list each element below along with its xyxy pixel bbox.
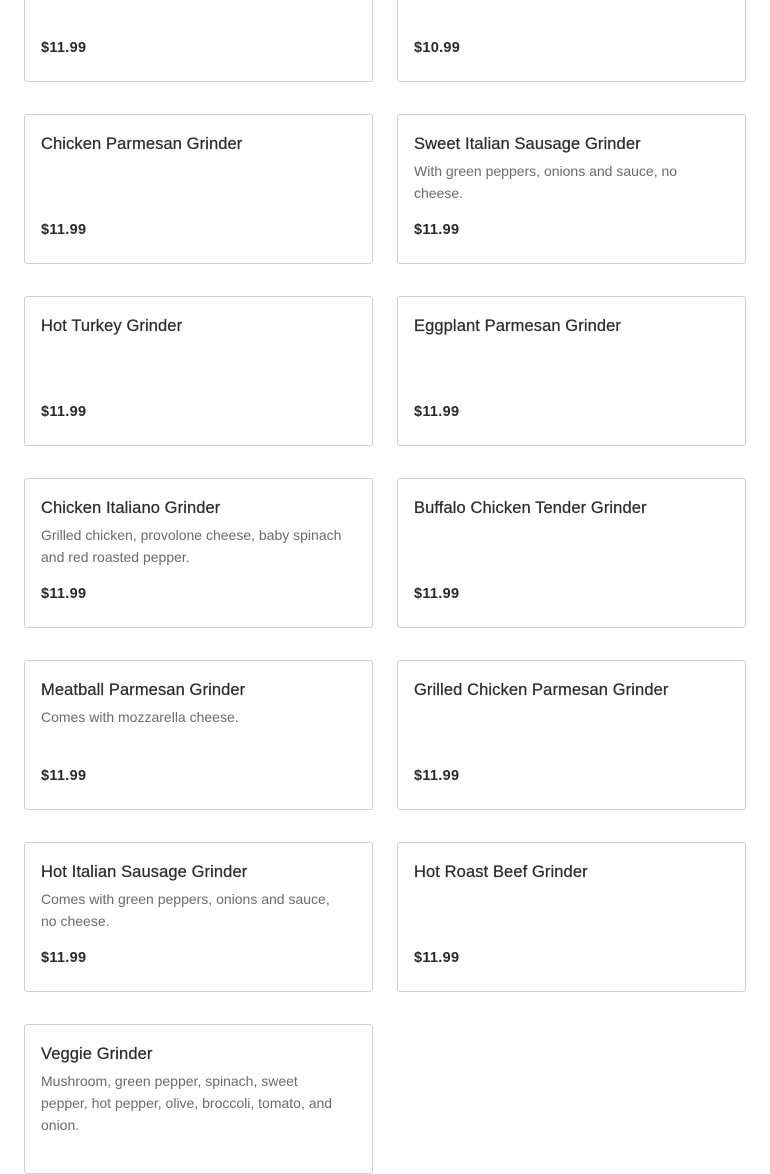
- menu-item-price: $11.99: [414, 586, 460, 602]
- menu-item-card[interactable]: [397, 478, 746, 628]
- menu-item-price: $11.99: [414, 404, 460, 420]
- menu-item-card[interactable]: [397, 0, 746, 82]
- menu-item-card[interactable]: [24, 296, 373, 446]
- menu-item-price: $11.99: [41, 586, 87, 602]
- menu-item-description: Mushroom, green pepper, spinach, sweet pepper, hot pepper, olive, broccoli, tomato, and onion.: [41, 1073, 333, 1133]
- menu-item-price: $10.99: [414, 40, 461, 56]
- menu-item-price: $11.99: [41, 950, 87, 966]
- menu-item-description: Comes with green peppers, onions and sauce, no cheese.: [41, 891, 330, 929]
- menu-item-card[interactable]: [24, 0, 373, 82]
- menu-item-name: Meatball Parmesan Grinder: [41, 681, 246, 699]
- menu-item-card[interactable]: [397, 842, 746, 992]
- menu-item-name: Hot Turkey Grinder: [41, 317, 183, 335]
- menu-item-card[interactable]: [397, 660, 746, 810]
- menu-item-name: Hot Italian Sausage Grinder: [41, 863, 248, 881]
- menu-item-card[interactable]: [24, 842, 373, 992]
- menu-item-name: Sweet Italian Sausage Grinder: [414, 135, 641, 153]
- menu-item-card[interactable]: [24, 114, 373, 264]
- menu-item-name: Hot Roast Beef Grinder: [414, 863, 588, 881]
- menu-item-card[interactable]: [397, 114, 746, 264]
- menu-item-price: $11.99: [414, 222, 460, 238]
- menu-item-price: $11.99: [41, 768, 87, 784]
- menu-item-name: Eggplant Parmesan Grinder: [414, 317, 622, 335]
- menu-item-card[interactable]: [24, 660, 373, 810]
- menu-item-price: $11.99: [414, 950, 460, 966]
- menu-item-price: $11.99: [414, 768, 460, 784]
- menu-item-card[interactable]: [397, 296, 746, 446]
- menu-item-name: Buffalo Chicken Tender Grinder: [414, 499, 647, 517]
- menu-item-description: Comes with mozzarella cheese.: [41, 709, 239, 725]
- menu-item-card[interactable]: [24, 1024, 373, 1174]
- menu-item-description: Grilled chicken, provolone cheese, baby spinach and red roasted pepper.: [41, 527, 342, 565]
- menu-item-description: With green peppers, onions and sauce, no cheese.: [414, 163, 678, 201]
- menu-item-price: $11.99: [41, 404, 87, 420]
- menu-item-name: Chicken Italiano Grinder: [41, 499, 221, 517]
- menu-item-price: $11.99: [41, 222, 87, 238]
- menu-item-price: $11.99: [41, 40, 87, 56]
- menu-item-name: Chicken Parmesan Grinder: [41, 135, 243, 153]
- menu-item-name: Grilled Chicken Parmesan Grinder: [414, 681, 669, 699]
- menu-item-name: Veggie Grinder: [41, 1045, 153, 1063]
- menu-item-card[interactable]: [24, 478, 373, 628]
- menu-grid: [24, 0, 746, 1174]
